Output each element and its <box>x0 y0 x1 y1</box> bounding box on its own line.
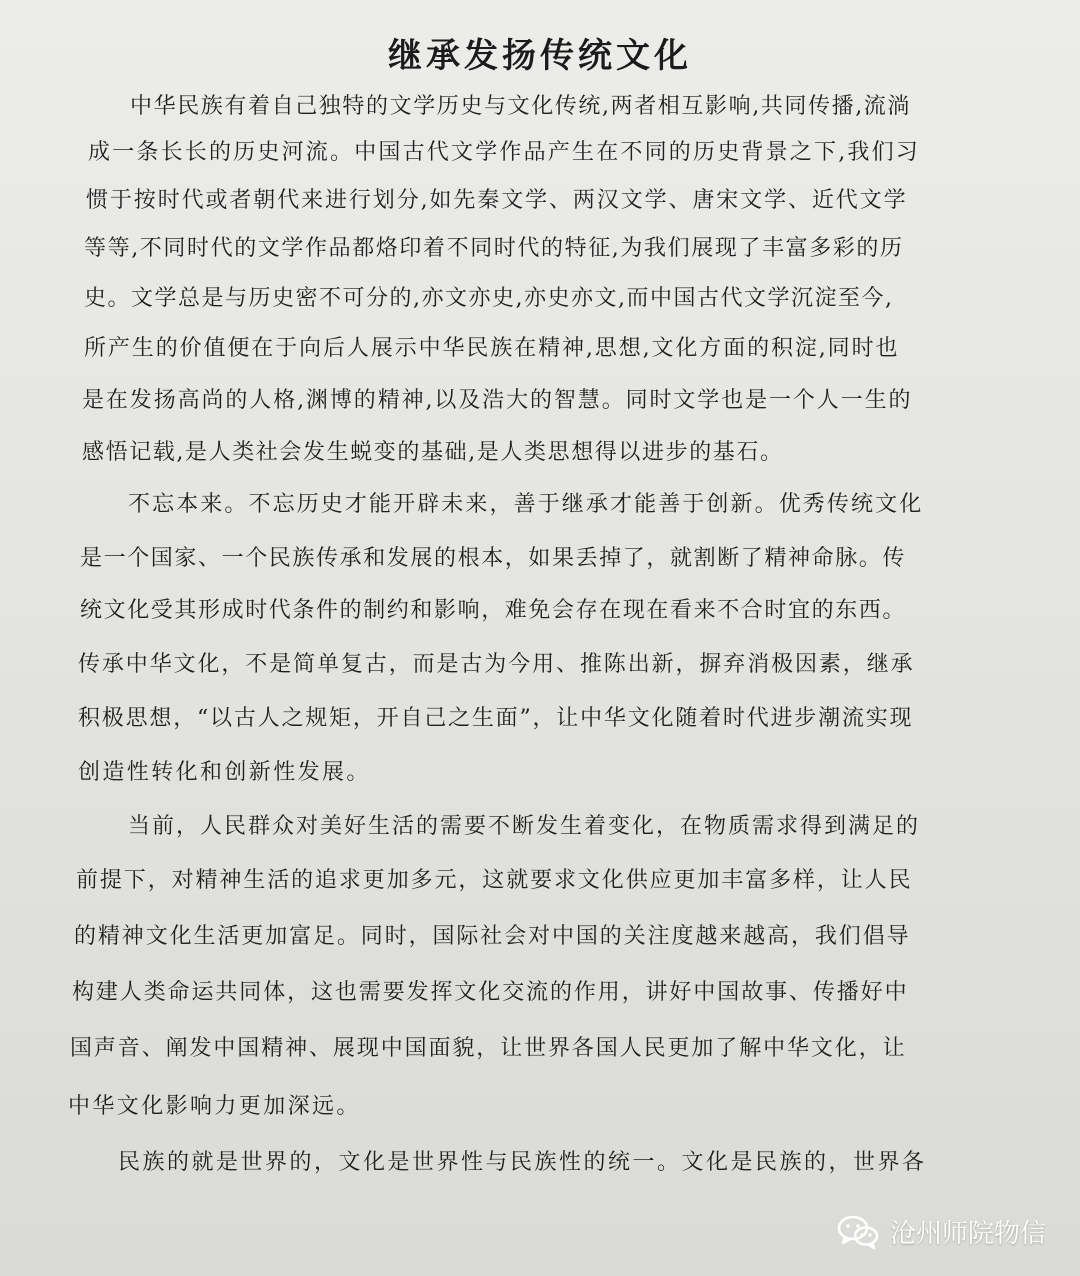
text-line: 不忘本来。不忘历史才能开辟未来，善于继承才能善于创新。优秀传统文化 <box>128 492 924 517</box>
text-line: 当前，人民群众对美好生活的需要不断发生着变化，在物质需求得到满足的 <box>128 814 921 839</box>
text-line: 创造性转化和创新性发展。 <box>78 760 371 785</box>
watermark <box>836 1213 1046 1250</box>
text-line: 国声音、阐发中国精神、展现中国面貌，让世界各国人民更加了解中华文化，让 <box>70 1036 907 1061</box>
text-line: 积极思想，“以古人之规矩，开自己之生面”，让中华文化随着时代进步潮流实现 <box>78 706 914 731</box>
text-line: 中华民族有着自己独特的文学历史与文化传统,两者相互影响,共同传播,流淌 <box>130 94 911 119</box>
text-line: 民族的就是世界的，文化是世界性与民族性的统一。文化是民族的，世界各 <box>118 1150 927 1175</box>
text-line: 是在发扬高尚的人格,渊博的精神,以及浩大的智慧。同时文学也是一个人一生的 <box>82 388 913 413</box>
text-line: 成一条长长的历史河流。中国古代文学作品产生在不同的历史背景之下,我们习 <box>88 140 920 165</box>
text-line: 统文化受其形成时代条件的制约和影响，难免会存在现在看来不合时宜的东西。 <box>80 598 907 623</box>
text-line: 的精神文化生活更加富足。同时，国际社会对中国的关注度越来越高，我们倡导 <box>74 924 911 949</box>
wechat-icon <box>836 1214 880 1250</box>
text-line: 所产生的价值便在于向后人展示中华民族在精神,思想,文化方面的积淀,同时也 <box>84 336 900 361</box>
text-line: 前提下，对精神生活的追求更加多元，这就要求文化供应更加丰富多样，让人民 <box>76 868 913 893</box>
text-line: 惯于按时代或者朝代来进行划分,如先秦文学、两汉文学、唐宋文学、近代文学 <box>86 188 908 213</box>
text-line: 史。文学总是与历史密不可分的,亦文亦史,亦史亦文,而中国古代文学沉淀至今, <box>84 286 894 311</box>
text-line: 是一个国家、一个民族传承和发展的根本，如果丢掉了，就割断了精神命脉。传 <box>80 546 907 571</box>
text-line: 等等,不同时代的文学作品都烙印着不同时代的特征,为我们展现了丰富多彩的历 <box>84 236 904 261</box>
text-line: 传承中华文化，不是简单复古，而是古为今用、推陈出新，摒弃消极因素，继承 <box>78 652 915 677</box>
text-line: 中华文化影响力更加深远。 <box>68 1094 361 1119</box>
text-line: 构建人类命运共同体，这也需要发挥文化交流的作用，讲好中国故事、传播好中 <box>72 980 909 1005</box>
document-title: 继承发扬传统文化 <box>388 36 692 76</box>
watermark-text: 沧州师院物信 <box>889 1219 1046 1249</box>
text-line: 感悟记载,是人类社会发生蜕变的基础,是人类思想得以进步的基石。 <box>82 440 784 465</box>
